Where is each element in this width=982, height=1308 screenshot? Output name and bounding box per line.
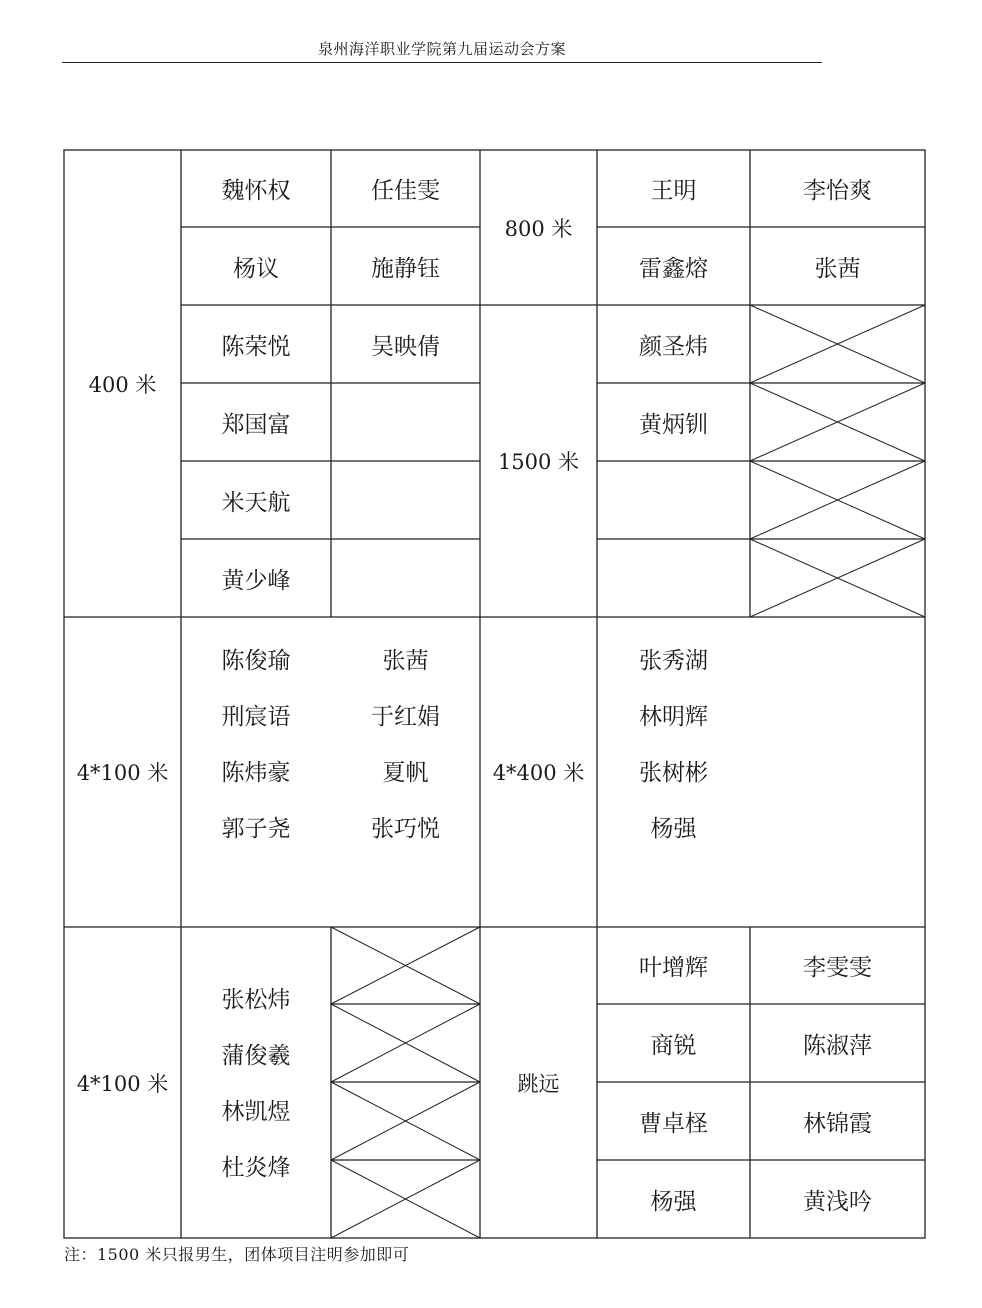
cell-400m-male-4: 郑国富 — [221, 411, 291, 438]
cell-400m-male-1: 魏怀权 — [221, 178, 291, 204]
list-item: 陈俊瑜 — [221, 648, 291, 674]
list-item: 张茜 — [382, 648, 429, 674]
cell-longjump-female-1: 李雯雯 — [803, 955, 872, 981]
cell-400m-male-3: 陈荣悦 — [221, 333, 291, 360]
cell-longjump-male-3: 曹卓柽 — [639, 1110, 708, 1137]
relay-2-male-list — [181, 985, 331, 1209]
relay-400-male-list — [597, 646, 750, 870]
cell-longjump-female-2: 陈淑萍 — [803, 1032, 872, 1059]
cell-1500m-male-3 — [597, 461, 750, 539]
list-item: 张秀湖 — [639, 648, 708, 674]
cell-800m-female-2: 张茜 — [814, 255, 861, 282]
list-item: 张树彬 — [639, 760, 708, 786]
cell-longjump-male-2: 商锐 — [650, 1032, 697, 1059]
cell-800m-male-1: 王明 — [650, 178, 697, 204]
list-item: 于红娟 — [371, 704, 440, 730]
cell-1500m-male-1: 颜圣炜 — [639, 333, 708, 360]
list-item: 刑宸语 — [221, 704, 291, 730]
list-item: 张巧悦 — [371, 816, 440, 842]
cell-800m-male-2: 雷鑫熔 — [639, 255, 708, 282]
cell-400m-female-6 — [331, 539, 480, 617]
list-item: 林凯煜 — [221, 1099, 291, 1125]
relay-1-female-list — [331, 646, 480, 870]
cell-400m-male-2: 杨议 — [233, 255, 279, 282]
event-long-jump: 跳远 — [517, 1071, 560, 1096]
event-800m: 800 米 — [504, 216, 573, 241]
cell-longjump-female-3: 林锦霞 — [803, 1110, 872, 1137]
list-item: 陈炜豪 — [221, 760, 291, 786]
page-header: 泉州海洋职业学院第九届运动会方案 — [317, 40, 566, 58]
list-item: 林明辉 — [639, 704, 708, 730]
cell-longjump-male-1: 叶增辉 — [639, 955, 708, 981]
list-item: 蒲俊羲 — [221, 1043, 291, 1069]
list-item: 郭子尧 — [221, 816, 291, 842]
cell-1500m-male-2: 黄炳钏 — [639, 411, 708, 438]
cell-400m-female-4 — [331, 383, 480, 461]
cell-400m-male-6: 黄少峰 — [221, 567, 291, 594]
cell-400m-female-1: 任佳雯 — [371, 178, 440, 204]
cell-400m-female-3: 吴映倩 — [371, 333, 440, 360]
cell-400m-female-5 — [331, 461, 480, 539]
cell-1500m-male-4 — [597, 539, 750, 617]
event-4x400m: 4*400 米 — [492, 761, 585, 785]
cell-400m-female-2: 施静钰 — [371, 255, 440, 282]
footnote: 注：1500 米只报男生，团体项目注明参加即可 — [64, 1245, 410, 1264]
cell-400m-male-5: 米天航 — [221, 489, 291, 516]
event-400m: 400 米 — [88, 372, 157, 397]
event-4x100m-relay-2: 4*100 米 — [76, 1071, 169, 1096]
list-item: 张松炜 — [221, 987, 291, 1013]
cell-longjump-female-4: 黄浅吟 — [803, 1188, 872, 1215]
event-1500m: 1500 米 — [497, 450, 580, 474]
list-item: 夏帆 — [382, 760, 429, 786]
event-4x100m-relay-1: 4*100 米 — [76, 761, 169, 785]
cell-800m-female-1: 李怡爽 — [803, 178, 872, 204]
list-item: 杨强 — [650, 816, 697, 842]
relay-1-male-list — [181, 646, 331, 870]
list-item: 杜炎烽 — [221, 1155, 291, 1181]
cell-longjump-male-4: 杨强 — [650, 1188, 697, 1215]
